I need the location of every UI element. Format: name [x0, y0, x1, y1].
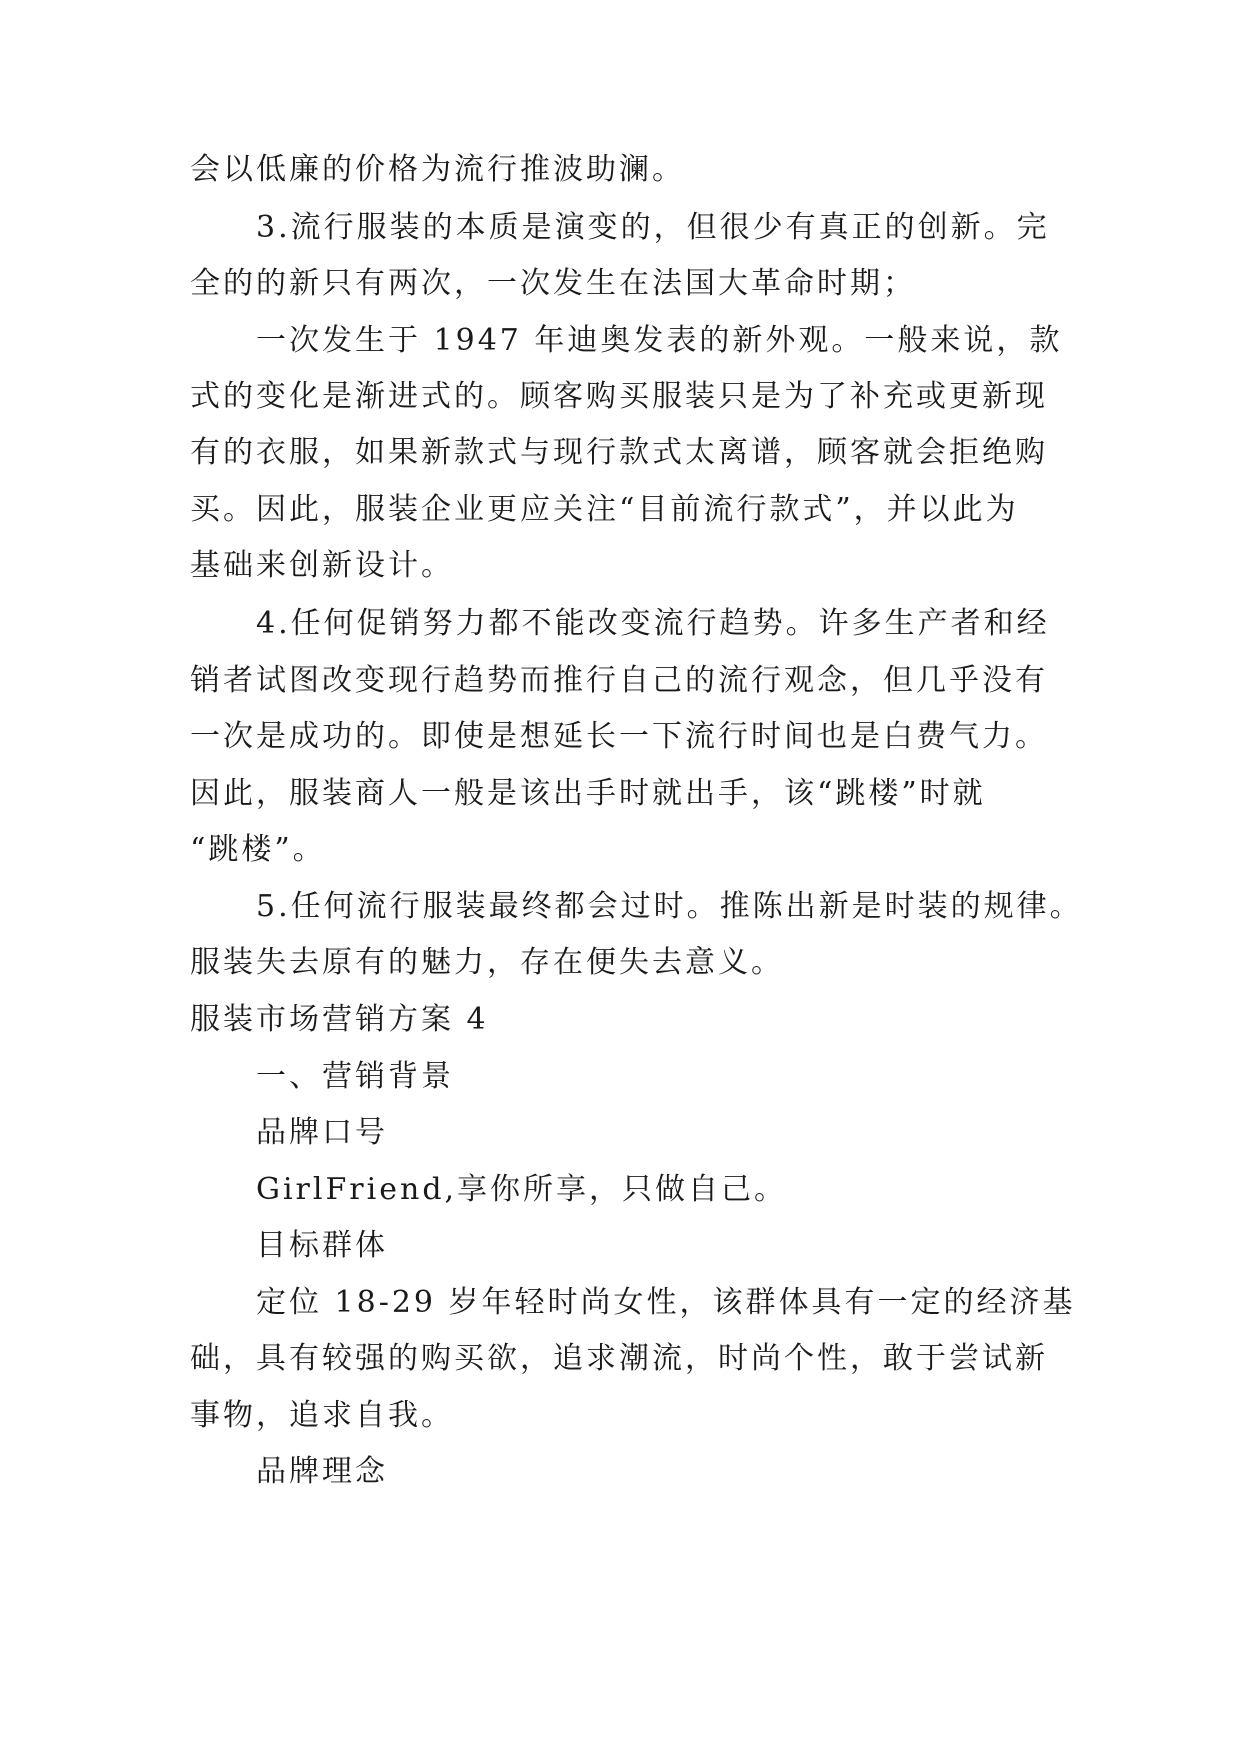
paragraph-start: 定位 18-29 岁年轻时尚女性，该群体具有一定的经济基 — [256, 1285, 1076, 1320]
text-line: 有的衣服，如果新款式与现行款式太离谱，顾客就会拒绝购 — [190, 435, 1048, 470]
subsection-heading: 一、营销背景 — [256, 1059, 454, 1094]
text-line: 础，具有较强的购买欲，追求潮流，时尚个性，敢于尝试新 — [190, 1341, 1048, 1376]
text-line: 销者试图改变现行趋势而推行自己的流行观念，但几乎没有 — [190, 663, 1048, 698]
paragraph-start: 4.任何促销努力都不能改变流行趋势。许多生产者和经 — [256, 606, 1050, 641]
text-line: “跳楼”。 — [190, 832, 326, 867]
slogan-text: GirlFriend,享你所享，只做自己。 — [256, 1172, 788, 1207]
text-line: 一次是成功的。即使是想延长一下流行时间也是白费气力。 — [190, 719, 1048, 754]
text-line: 全的的新只有两次，一次发生在法国大革命时期； — [190, 266, 916, 301]
paragraph-start: 一次发生于 1947 年迪奥发表的新外观。一般来说，款 — [256, 323, 1063, 358]
text-line: 买。因此，服装企业更应关注“目前流行款式”，并以此为 — [190, 492, 1019, 527]
text-line: 服装失去原有的魅力，存在便失去意义。 — [190, 945, 784, 980]
text-line: 式的变化是渐进式的。顾客购买服装只是为了补充或更新现 — [190, 379, 1048, 414]
text-line: 会以低廉的价格为流行推波助澜。 — [190, 152, 685, 187]
text-line: 基础来创新设计。 — [190, 548, 454, 583]
subheading: 目标群体 — [256, 1228, 388, 1263]
section-heading: 服装市场营销方案 4 — [190, 1002, 489, 1037]
paragraph-start: 5.任何流行服装最终都会过时。推陈出新是时装的规律。 — [256, 889, 1083, 924]
paragraph-start: 3.流行服装的本质是演变的，但很少有真正的创新。完 — [256, 210, 1050, 245]
subheading: 品牌理念 — [256, 1454, 388, 1489]
text-line: 因此，服装商人一般是该出手时就出手，该“跳楼”时就 — [190, 776, 986, 811]
subheading: 品牌口号 — [256, 1115, 388, 1150]
text-line: 事物，追求自我。 — [190, 1398, 454, 1433]
